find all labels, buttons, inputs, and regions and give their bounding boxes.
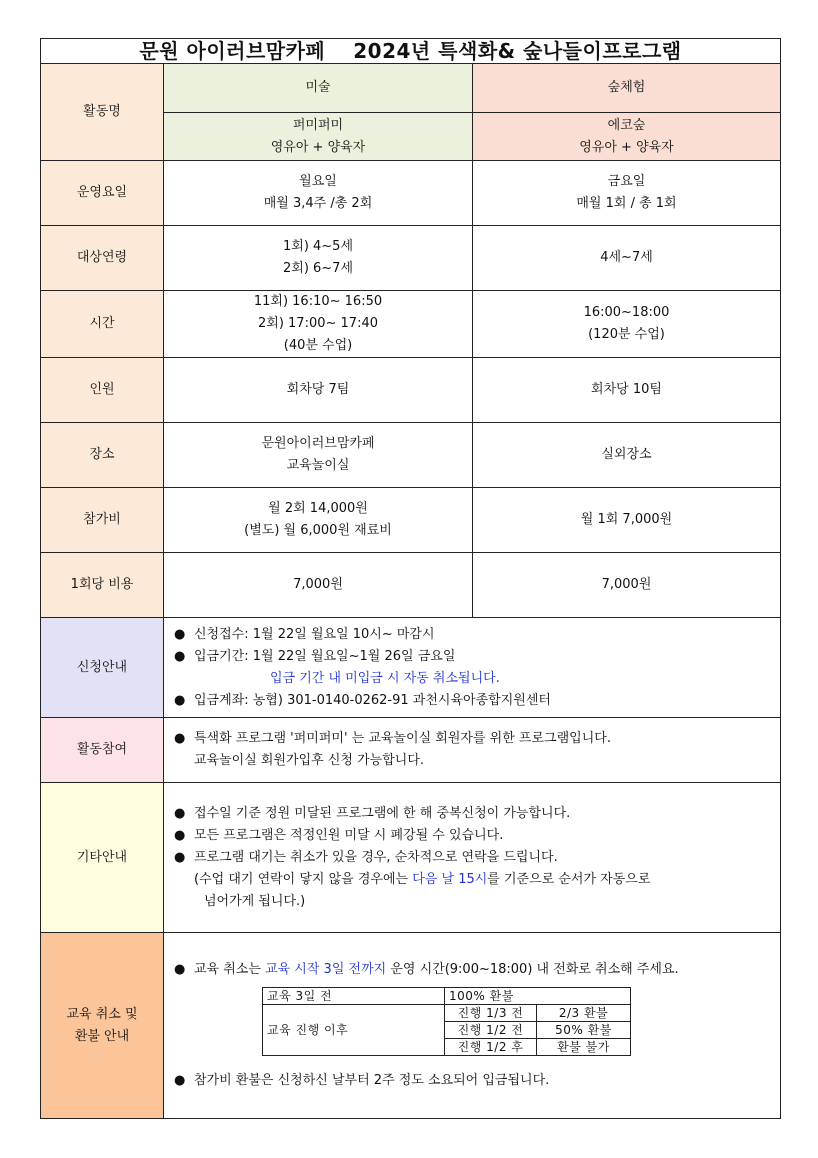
apply-line-1: ● 신청접수: 1월 22일 월요일 10시~ 마감시 bbox=[174, 624, 780, 646]
forest-time-1: 16:00~18:00 bbox=[583, 305, 670, 320]
refund-line-1 bbox=[174, 959, 780, 981]
title-program: 2024년 특색화& 숲나들이프로그램 bbox=[353, 39, 682, 63]
refund-stage-3: 진행 1/2 후 bbox=[445, 1039, 537, 1056]
apply-deadline-notice: 입금 기간 내 미입금 시 자동 취소됩니다. bbox=[270, 670, 500, 686]
etc-line-5: 넘어가게 됩니다.) bbox=[204, 893, 306, 909]
refund-line-1a: 교육 취소는 bbox=[194, 962, 266, 977]
join-line-2: 교육놀이실 회원가입후 신청 가능합니다. bbox=[194, 753, 425, 768]
refund-stage-1: 진행 1/3 전 bbox=[445, 1005, 537, 1022]
row-label-fee: 참가비 bbox=[41, 488, 164, 553]
art-fee-2: (별도) 월 6,000원 재료비 bbox=[244, 523, 392, 538]
forest-age: 4세~7세 bbox=[473, 226, 781, 291]
art-program-detail bbox=[164, 113, 473, 161]
art-fee-1: 월 2회 14,000원 bbox=[268, 501, 368, 516]
art-fee bbox=[164, 488, 473, 553]
art-people: 회차당 7팀 bbox=[164, 358, 473, 423]
forest-day bbox=[473, 161, 781, 226]
forest-day-1: 금요일 bbox=[607, 174, 646, 189]
row-label-refund bbox=[41, 933, 164, 1119]
row-label-place: 장소 bbox=[41, 423, 164, 488]
etc-line-1: ● 접수일 기준 정원 미달된 프로그램에 한 해 중복신청이 가능합니다. bbox=[174, 803, 780, 825]
refund-after-label: 교육 진행 이후 bbox=[263, 1005, 445, 1056]
etc-line-3: ● 프로그램 대기는 취소가 있을 경우, 순차적으로 연락을 드립니다. bbox=[174, 847, 780, 869]
forest-people: 회차당 10팀 bbox=[473, 358, 781, 423]
row-label-activity: 활동명 bbox=[41, 64, 164, 161]
etc-line-4a: (수업 대기 연락이 닿지 않을 경우에는 bbox=[194, 871, 413, 887]
title-center: 문원 아이러브맘카페 bbox=[139, 39, 326, 63]
art-program-name: 미술 bbox=[164, 64, 473, 113]
refund-table bbox=[262, 987, 631, 1056]
forest-target: 영유아 + 양육자 bbox=[579, 139, 674, 155]
forest-fee: 월 1회 7,000원 bbox=[473, 488, 781, 553]
apply-line-2: ● 입금기간: 1월 22일 월요일~1월 26일 금요일 bbox=[174, 646, 780, 668]
refund-stage-3-value: 환불 불가 bbox=[537, 1039, 631, 1056]
forest-program-name: 숲체험 bbox=[473, 64, 781, 113]
art-place bbox=[164, 423, 473, 488]
join-info bbox=[164, 718, 781, 783]
etc-line-4c: 를 기준으로 순서가 자동으로 bbox=[487, 871, 651, 887]
art-target: 영유아 + 양육자 bbox=[270, 139, 366, 155]
forest-program-detail bbox=[473, 113, 781, 161]
apply-account: ● 입금계좌: 농협) 301-0140-0262-91 과천시육아종합지원센터 bbox=[174, 690, 780, 712]
row-label-apply: 신청안내 bbox=[41, 618, 164, 718]
apply-info bbox=[164, 618, 781, 718]
refund-line-1c: 운영 시간(9:00~18:00) 내 전화로 취소해 주세요. bbox=[386, 962, 679, 977]
refund-line-2: ● 참가비 환불은 신청하신 날부터 2주 정도 소요되어 입금됩니다. bbox=[174, 1070, 780, 1092]
refund-before-label: 교육 3일 전 bbox=[263, 988, 445, 1005]
art-time-2: 2회) 17:00~ 17:40 bbox=[258, 316, 378, 331]
refund-deadline: 교육 시작 3일 전까지 bbox=[265, 962, 387, 977]
art-age-2: 2회) 6~7세 bbox=[282, 261, 354, 276]
refund-stage-2-value: 50% 환불 bbox=[537, 1022, 631, 1039]
forest-place: 실외장소 bbox=[473, 423, 781, 488]
art-day-1: 월요일 bbox=[299, 174, 337, 189]
etc-info bbox=[164, 783, 781, 933]
refund-label-1: 교육 취소 및 bbox=[66, 1006, 138, 1022]
program-table bbox=[40, 38, 781, 1119]
program-sheet bbox=[40, 38, 780, 1119]
art-day-2: 매월 3,4주 /총 2회 bbox=[263, 196, 373, 211]
row-label-per-cost: 1회당 비용 bbox=[41, 553, 164, 618]
art-place-1: 문원아이러브맘카페 bbox=[261, 436, 375, 451]
page-title bbox=[41, 39, 781, 64]
art-time-3: (40분 수업) bbox=[283, 338, 353, 353]
row-label-age: 대상연령 bbox=[41, 226, 164, 291]
art-place-2: 교육놀이실 bbox=[286, 458, 350, 473]
forest-day-2: 매월 1회 / 총 1회 bbox=[576, 196, 677, 211]
art-time bbox=[164, 291, 473, 358]
refund-label-2: 환불 안내 bbox=[74, 1028, 130, 1044]
row-label-etc: 기타안내 bbox=[41, 783, 164, 933]
join-line-1: ● 특색화 프로그램 '퍼미퍼미' 는 교육놀이실 회원자를 위한 프로그램입니다. bbox=[174, 728, 780, 750]
row-label-time: 시간 bbox=[41, 291, 164, 358]
art-age bbox=[164, 226, 473, 291]
row-label-day: 운영요일 bbox=[41, 161, 164, 226]
etc-line-2: ● 모든 프로그램은 적정인원 미달 시 폐강될 수 있습니다. bbox=[174, 825, 780, 847]
refund-stage-2: 진행 1/2 전 bbox=[445, 1022, 537, 1039]
art-day bbox=[164, 161, 473, 226]
refund-info bbox=[164, 933, 781, 1119]
forest-time-2: (120분 수업) bbox=[588, 327, 665, 342]
row-label-join: 활동참여 bbox=[41, 718, 164, 783]
row-label-people: 인원 bbox=[41, 358, 164, 423]
art-age-1: 1회) 4~5세 bbox=[282, 239, 354, 254]
etc-line-4-highlight: 다음 날 15시 bbox=[412, 871, 488, 887]
art-time-1: 11회) 16:10~ 16:50 bbox=[253, 294, 383, 309]
etc-line-4 bbox=[174, 869, 780, 891]
forest-per-cost: 7,000원 bbox=[473, 553, 781, 618]
forest-sub-name: 에코숲 bbox=[607, 117, 646, 133]
refund-before-value: 100% 환불 bbox=[445, 988, 631, 1005]
refund-stage-1-value: 2/3 환불 bbox=[537, 1005, 631, 1022]
forest-time bbox=[473, 291, 781, 358]
art-sub-name: 퍼미퍼미 bbox=[292, 117, 344, 133]
art-per-cost: 7,000원 bbox=[164, 553, 473, 618]
